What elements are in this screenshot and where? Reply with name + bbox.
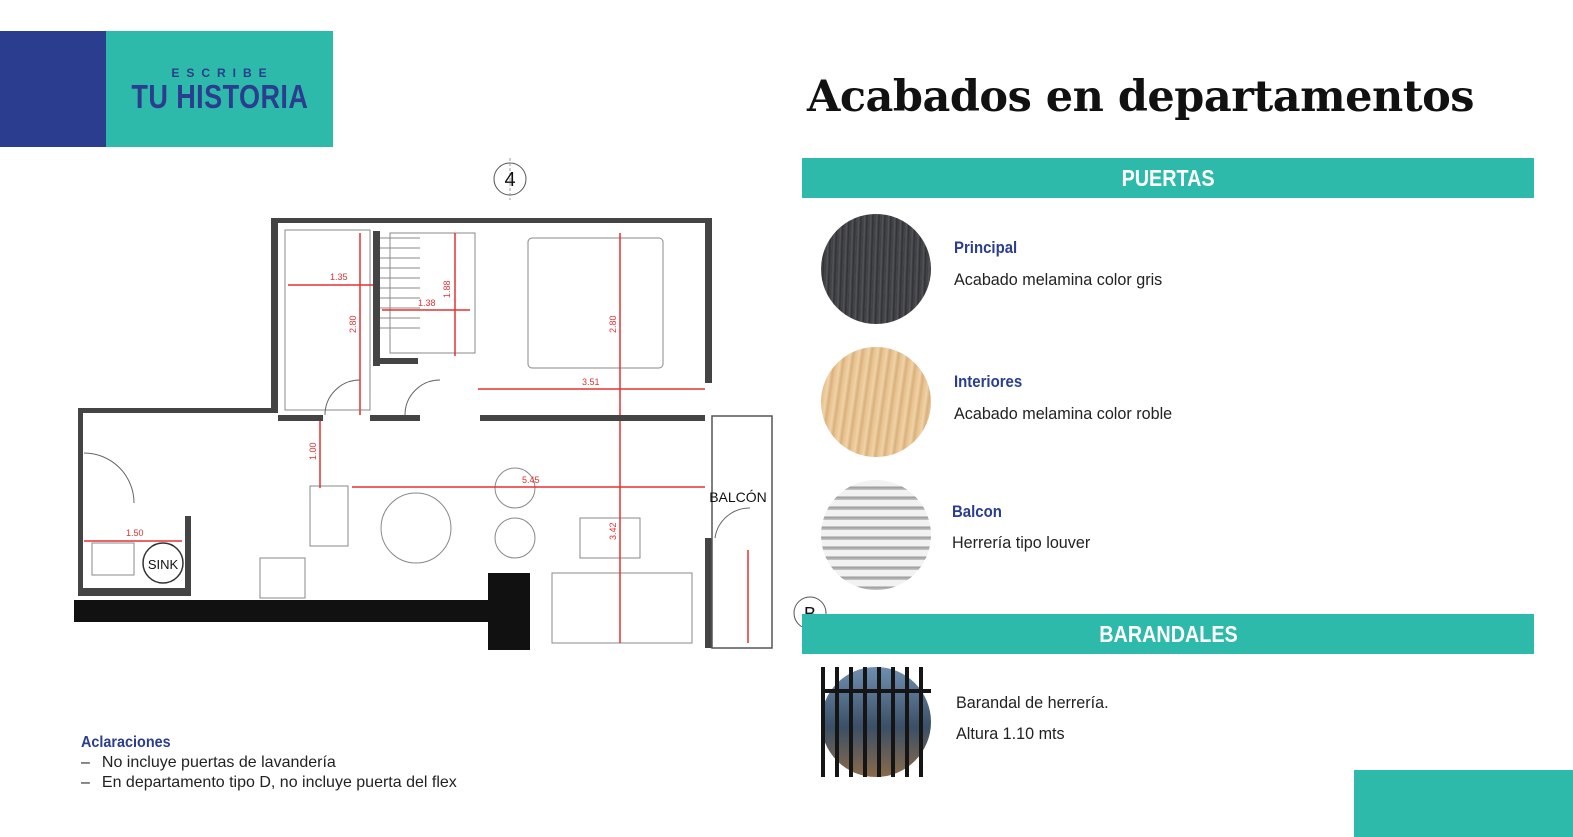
- logo-line-2: TU HISTORIA: [131, 78, 308, 115]
- railing-photo: [821, 667, 931, 777]
- section-label-barandales: BARANDALES: [1098, 620, 1238, 647]
- oak-wood-swatch: [821, 347, 931, 457]
- dim-label: 2.80: [608, 315, 618, 333]
- item-title-interiores: Interiores: [954, 372, 1023, 391]
- note-dash: –: [81, 774, 90, 791]
- dim-label: 2.80: [348, 315, 358, 333]
- section-band-barandales: [802, 614, 1534, 654]
- wall: [373, 231, 380, 366]
- item-title-balcon: Balcon: [952, 502, 1002, 521]
- axis-label-4: 4: [504, 169, 516, 191]
- note-item: [81, 774, 457, 792]
- dim-label: 3.42: [608, 522, 618, 540]
- balcony-outline: [712, 416, 772, 648]
- wall: [185, 516, 191, 596]
- note-dash: –: [81, 754, 90, 771]
- note-text: En departamento tipo D, no incluye puerta del flex: [101, 774, 457, 791]
- dim-label: 5.45: [522, 475, 540, 485]
- logo-navy-block: [0, 31, 106, 147]
- balcony-label: BALCÓN: [709, 489, 767, 505]
- louver-swatch: [821, 480, 931, 590]
- dim-label: 3.51: [582, 377, 600, 387]
- corner-accent-block: [1354, 770, 1573, 837]
- wall: [705, 538, 712, 648]
- sink-label: SINK: [147, 557, 179, 572]
- wall: [78, 408, 278, 413]
- section-band-puertas: [802, 158, 1534, 198]
- wall: [271, 218, 711, 223]
- wall: [78, 588, 191, 596]
- wall: [480, 415, 705, 421]
- wall: [370, 415, 420, 421]
- item-desc-interiores: Acabado melamina color roble: [954, 404, 1173, 423]
- dim-label: 1.00: [308, 442, 318, 460]
- section-label-puertas: PUERTAS: [1121, 164, 1215, 191]
- railing-desc-line-2: Altura 1.10 mts: [956, 724, 1065, 743]
- item-desc-balcon: Herrería tipo louver: [952, 533, 1091, 552]
- gray-wood-swatch: [821, 214, 931, 324]
- dim-label: 1.88: [442, 280, 452, 298]
- railing-desc-line-1: Barandal de herrería.: [956, 693, 1109, 712]
- note-text: No incluye puertas de lavandería: [101, 754, 336, 771]
- logo: [106, 31, 333, 147]
- column: [488, 573, 530, 650]
- wall: [373, 358, 418, 364]
- dim-label: 1.50: [126, 528, 144, 538]
- logo-line-1: ESCRIBE: [171, 66, 274, 80]
- wall: [278, 415, 323, 421]
- floor-plan: [60, 158, 790, 658]
- page-title: Acabados en departamentos: [807, 72, 1474, 122]
- wall: [705, 218, 712, 383]
- wall: [78, 408, 83, 588]
- slab: [74, 600, 529, 622]
- dim-label: 1.35: [330, 272, 348, 282]
- item-desc-principal: Acabado melamina color gris: [954, 270, 1163, 289]
- wall: [271, 218, 278, 413]
- notes-title: Aclaraciones: [81, 734, 171, 751]
- dim-label: 1.38: [418, 298, 436, 308]
- item-title-principal: Principal: [954, 238, 1018, 257]
- note-item: [81, 754, 336, 772]
